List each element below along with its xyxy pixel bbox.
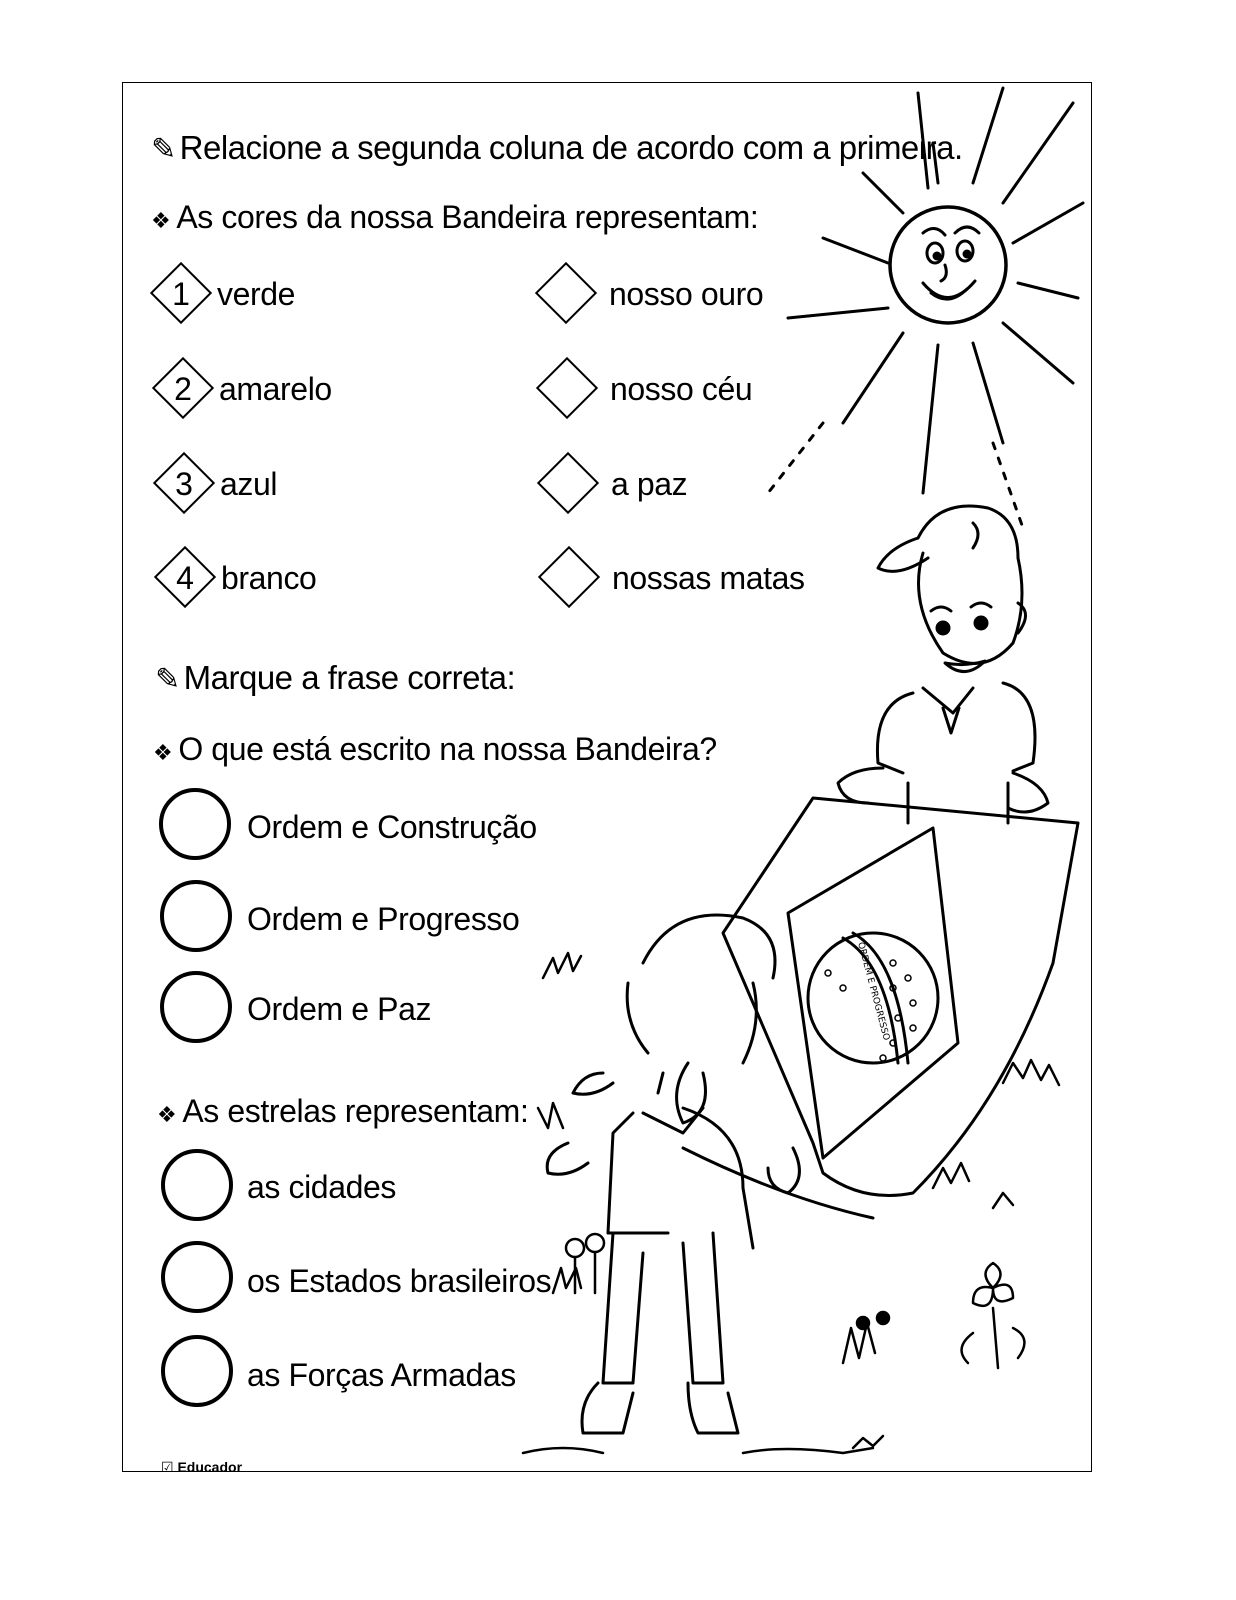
section1-question: ❖ As cores da nossa Bandeira representam: [151, 199, 759, 235]
pencil-face-icon: ✎ [155, 663, 180, 696]
answer-circle[interactable] [161, 1149, 233, 1221]
boy-figure [838, 506, 1048, 823]
item-label: azul [220, 466, 278, 502]
answer-circle[interactable] [160, 971, 232, 1043]
section2-question2: ❖ As estrelas representam: [157, 1093, 529, 1129]
answer-circle[interactable] [161, 1241, 233, 1313]
section2-question1: ❖ O que está escrito na nossa Bandeira? [153, 731, 717, 767]
option-label: as Forças Armadas [247, 1357, 516, 1393]
diamond-bullet-icon: ❖ [151, 208, 171, 233]
option-label: os Estados brasileiros [247, 1263, 552, 1299]
item-label: branco [221, 560, 317, 596]
item-label: nosso céu [610, 371, 753, 407]
item-number: 2 [174, 371, 192, 407]
diamond-bullet-icon: ❖ [153, 740, 173, 765]
option-label: as cidades [247, 1169, 396, 1205]
answer-circle[interactable] [159, 788, 231, 860]
flag-motto: ORDEM E PROGRESSO [855, 941, 891, 1042]
item-label: a paz [611, 466, 688, 502]
item-label: nossas matas [612, 560, 805, 596]
item-label: amarelo [219, 371, 332, 407]
section2-heading: ✎ Marque a frase correta: [155, 659, 516, 696]
item-number: 3 [175, 466, 193, 502]
item-number: 1 [172, 276, 190, 312]
item-number: 4 [176, 560, 194, 596]
item-label: nosso ouro [609, 276, 764, 312]
option-label: Ordem e Construção [247, 809, 537, 845]
answer-circle[interactable] [160, 880, 232, 952]
answer-circle[interactable] [161, 1335, 233, 1407]
pencil-face-icon: ✎ [151, 133, 176, 166]
checkbox-icon: ☑ [161, 1459, 174, 1472]
diamond-bullet-icon: ❖ [157, 1102, 177, 1127]
section1-heading: ✎ Relacione a segunda coluna de acordo com a primeira. [151, 129, 963, 166]
girl-figure [547, 915, 799, 1433]
item-label: verde [217, 276, 296, 312]
worksheet-frame [122, 82, 1092, 1472]
option-label: Ordem e Paz [247, 991, 432, 1027]
flag-figure [683, 798, 1078, 1218]
option-label: Ordem e Progresso [247, 901, 520, 937]
footer-brand: ☑ Educador [161, 1459, 242, 1472]
